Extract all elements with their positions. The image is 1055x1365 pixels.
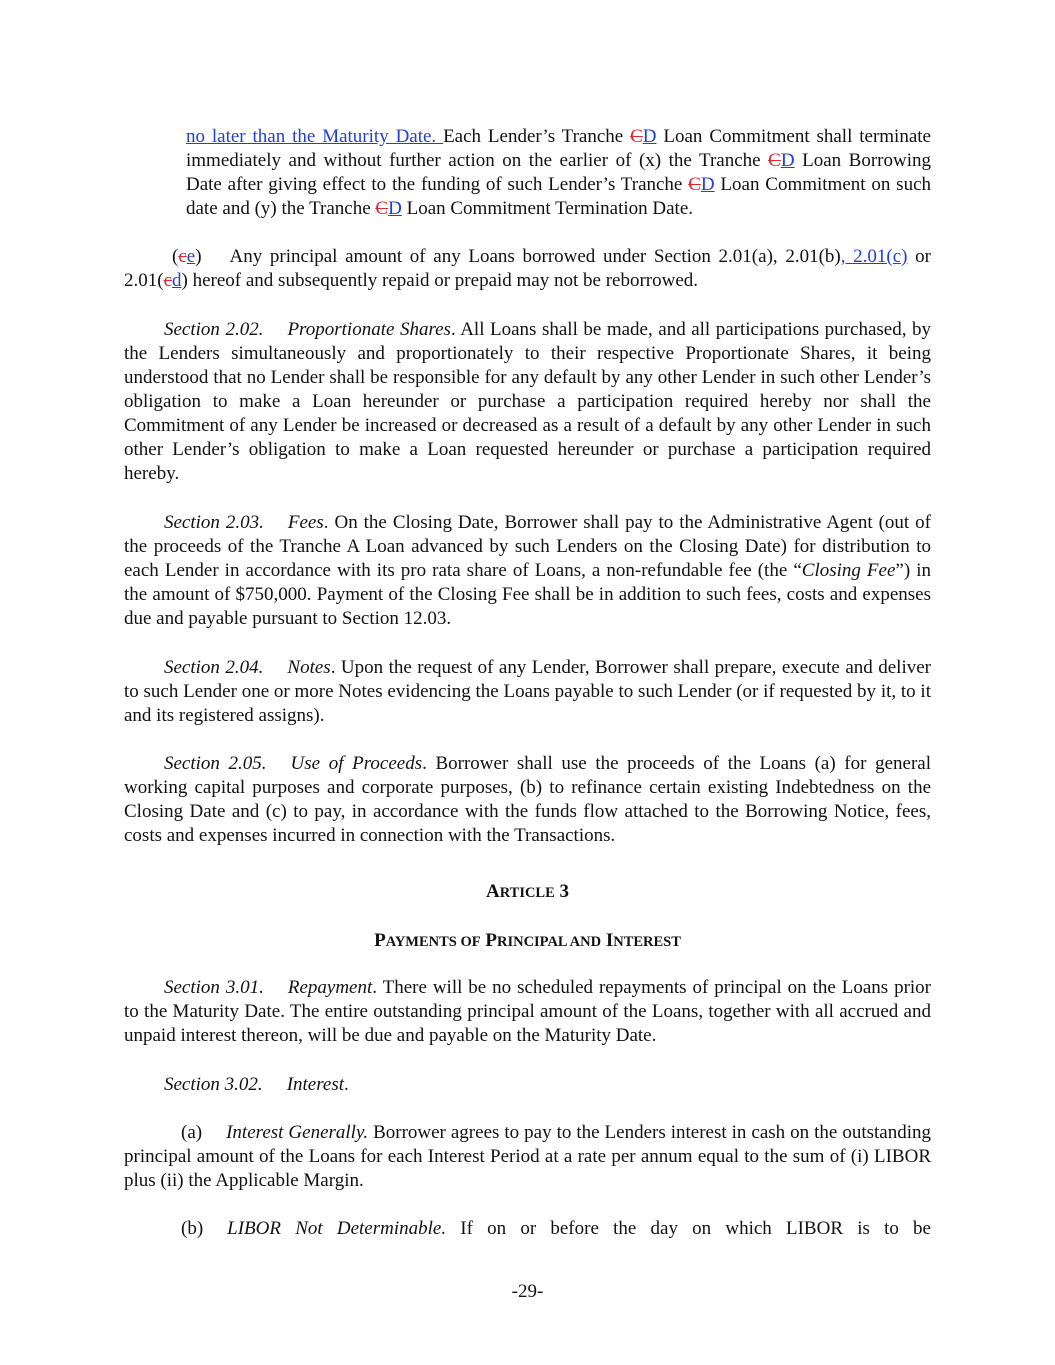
deleted-text: c	[178, 246, 187, 267]
inserted-text: D	[780, 150, 795, 171]
defined-term: Closing Fee	[801, 560, 896, 581]
clause-label: (b)	[181, 1218, 204, 1239]
inserted-text: e	[186, 246, 196, 267]
section-title: Proportionate Shares	[287, 319, 451, 340]
section-title: Repayment	[287, 977, 373, 998]
section-number: Section 2.02.	[164, 319, 264, 340]
deleted-text: c	[163, 270, 173, 291]
section-title: Fees	[287, 512, 324, 533]
paragraph-reborrowing: (ce) Any principal amount of any Loans borrowed under Section 2.01(a), 2.01(b), 2.01(c) or 2.01(cd) hereof and subsequently repaid or prepaid may not be reborrowed.	[124, 246, 931, 291]
deleted-text: C	[375, 198, 389, 219]
section-number: Section 2.05.	[164, 753, 267, 774]
deleted-text: C	[688, 174, 701, 195]
section-3-02: Section 3.02. Interest.	[164, 1074, 349, 1095]
section-title: Interest	[286, 1074, 345, 1095]
inserted-text: D	[388, 198, 402, 219]
inserted-text: D	[642, 126, 657, 147]
clause-label: (a)	[181, 1122, 203, 1143]
inserted-text: d	[172, 270, 182, 291]
page-number: -29-	[511, 1281, 544, 1302]
inserted-text: no later than the Maturity Date.	[186, 126, 444, 147]
article-title: PAYMENTS OF PRINCIPAL AND INTEREST	[374, 930, 681, 951]
inserted-text: , 2.01(c)	[840, 246, 908, 267]
section-2-03: Section 2.03. Fees. On the Closing Date, Borrower shall pay to the Administrative Agent (out of the proceeds of the Tranche A Loan advanced by such Lenders on the Closing Date) for distribution to each Lender in accordance with its pro rata share of Loans, a non-refundable fee (the “Closing Fee”) in the amount of $750,000. Payment of the Closing Fee shall be in addition to such fees, costs and expenses due and payable pursuant to Section 12.03.	[124, 512, 932, 629]
deleted-text: C	[630, 126, 643, 147]
section-title: Use of Proceeds	[290, 753, 423, 774]
section-2-02: Section 2.02. Proportionate Shares. All Loans shall be made, and all participations purchased, by the Lenders simultaneously and proportionately to their respective Proportionate Shares, it being understood that no Lender shall be responsible for any default by any other Lender in such other Lender’s obligation to make a Loan hereunder or purchase a participation required hereby nor shall the Commitment of any Lender be increased or decreased as a result of a default by any other Lender in such other Lender’s obligation to make a Loan requested hereunder or purchase a participation required hereby.	[124, 319, 931, 484]
deleted-text: C	[768, 150, 781, 171]
paragraph-tranche-d-commitment: no later than the Maturity Date. Each Lender’s Tranche CD Loan Commitment shall terminate immediately and without further action on the earlier of (x) the Tranche CD Loan Borrowing Date after giving effect to the funding of such Lender’s Tranche CD Loan Commitment on such date and (y) the Tranche CD Loan Commitment Termination Date.	[186, 126, 931, 219]
article-heading: ARTICLE 3	[485, 881, 570, 902]
clause-title: Interest Generally.	[226, 1122, 369, 1143]
section-3-02-a: (a) Interest Generally. Borrower agrees to pay to the Lenders interest in cash on the outstanding principal amount of the Loans for each Interest Period at a rate per annum equal to the sum of (i) LIBOR plus (ii) the Applicable Margin.	[124, 1122, 931, 1191]
section-3-01: Section 3.01. Repayment. There will be no scheduled repayments of principal on the Loans prior to the Maturity Date. The entire outstanding principal amount of the Loans, together with all accrued and unpaid interest thereon, will be due and payable on the Maturity Date.	[124, 977, 931, 1046]
section-title: Notes	[287, 657, 331, 678]
section-2-05: Section 2.05. Use of Proceeds. Borrower shall use the proceeds of the Loans (a) for general working capital purposes and corporate purposes, (b) to refinance certain existing Indebtedness on the Closing Date and (c) to pay, in accordance with the funds flow attached to the Borrowing Notice, fees, costs and expenses incurred in connection with the Transactions.	[124, 753, 931, 846]
section-number: Section 3.01.	[164, 977, 264, 998]
section-3-02-b: (b) LIBOR Not Determinable. If on or before the day on which LIBOR is to be	[181, 1218, 931, 1239]
section-number: Section 2.04.	[164, 657, 264, 678]
clause-title: LIBOR Not Determinable.	[227, 1218, 447, 1239]
section-number: Section 3.02.	[164, 1074, 263, 1095]
inserted-text: D	[700, 174, 715, 195]
section-2-04: Section 2.04. Notes. Upon the request of any Lender, Borrower shall prepare, execute and deliver to such Lender one or more Notes evidencing the Loans payable to such Lender (or if requested by it, to it and its registered assigns).	[124, 657, 931, 726]
section-number: Section 2.03.	[164, 512, 264, 533]
